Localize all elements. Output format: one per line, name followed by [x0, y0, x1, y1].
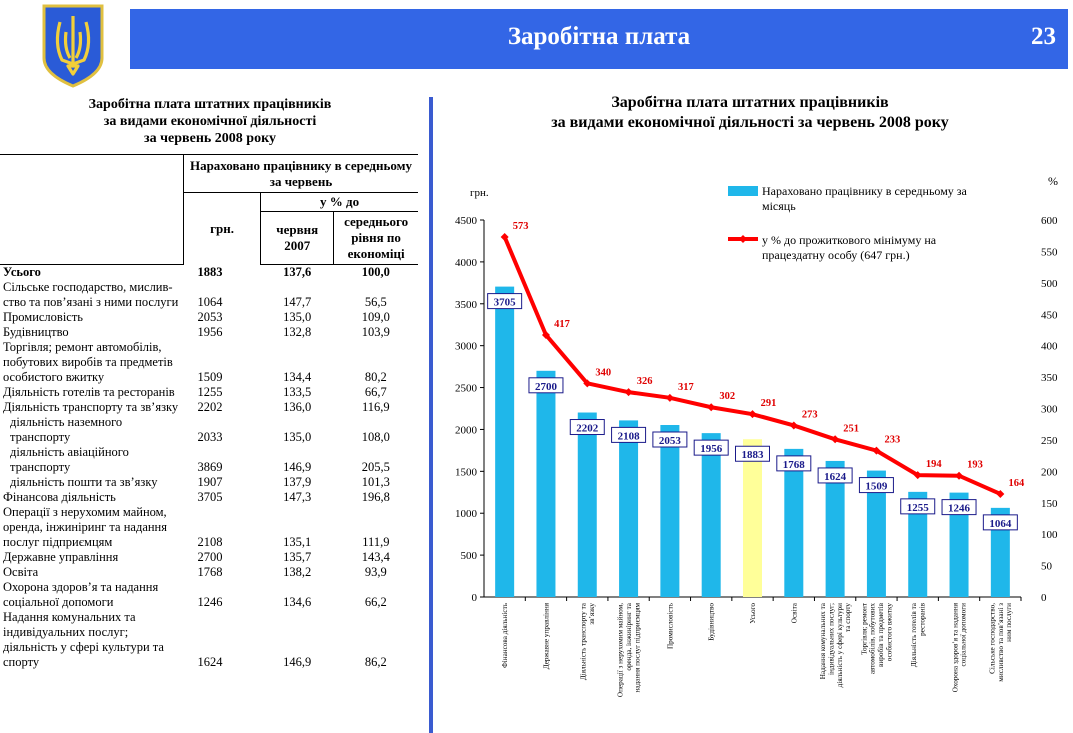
row-uah: 1064	[197, 295, 223, 309]
row-avg: 66,7	[364, 385, 387, 399]
row-avg: 109,0	[361, 310, 390, 324]
row-uah: 3705	[197, 490, 223, 504]
row-label: Охорона здоров’я та надання соціальної допомоги	[3, 580, 159, 609]
row-uah: 2202	[197, 400, 223, 414]
bar-value-label: 1768	[782, 458, 805, 471]
y2-tick-label: 400	[1041, 340, 1058, 353]
x-category-label: Освіта	[790, 603, 799, 624]
row-label: Усього	[3, 265, 41, 279]
y2-tick-label: 250	[1041, 434, 1058, 447]
chart-title-line: за видами економічної діяльності за червень 2008 року	[551, 114, 949, 131]
y-tick-label: 2000	[455, 424, 477, 437]
y-tick-label: 2500	[455, 382, 477, 395]
percent-marker	[625, 388, 633, 396]
row-label: Діяльність готелів та ресторанів	[3, 385, 175, 399]
row-avg: 86,2	[364, 655, 387, 669]
row-june: 132,8	[283, 325, 312, 339]
header-june: червня 2007	[261, 212, 334, 265]
bar	[495, 287, 514, 597]
row-june: 135,7	[283, 550, 312, 564]
row-june: 134,4	[283, 370, 312, 384]
y2-tick-label: 100	[1041, 529, 1058, 542]
row-avg: 116,9	[362, 400, 390, 414]
bar-value-label: 2108	[617, 430, 640, 443]
legend-line-label: у % до прожиткового мінімуму на працездатну особу (647 грн.)	[762, 233, 937, 262]
table-row	[0, 550, 418, 565]
row-avg: 56,5	[364, 295, 387, 309]
y2-tick-label: 500	[1041, 277, 1058, 290]
row-label: Операції з нерухомим майном, оренда, інжиніринг та надання послуг підприємцям	[3, 505, 167, 549]
y-tick-label: 4000	[455, 256, 477, 269]
legend-line-marker	[739, 235, 747, 243]
chart-title	[470, 93, 1030, 133]
y-tick-label: 3000	[455, 340, 477, 353]
row-june: 134,6	[283, 595, 312, 609]
table-row	[0, 475, 418, 490]
row-uah: 1768	[197, 565, 223, 579]
x-category-label: Діяльність готелів таресторанів	[910, 603, 927, 668]
bar	[536, 371, 555, 597]
percent-marker	[666, 394, 674, 402]
table-row	[0, 580, 418, 610]
y2-tick-label: 50	[1041, 560, 1052, 573]
row-avg: 80,2	[364, 370, 387, 384]
percent-value-label: 194	[925, 459, 942, 471]
row-avg: 66,2	[364, 595, 387, 609]
percent-value-label: 291	[760, 398, 777, 410]
row-uah: 1255	[197, 385, 223, 399]
x-category-label: Операції з нерухомим майном,оренда, інжиніринг танадання послуг підприємцям	[616, 603, 642, 698]
x-category-label: Фінансова діяльність	[501, 603, 510, 668]
bar-value-label: 1246	[948, 502, 971, 515]
header-uah: грн.	[183, 193, 260, 265]
table-row	[0, 610, 418, 670]
row-uah: 1907	[197, 475, 223, 489]
percent-value-label: 417	[554, 318, 570, 330]
y2-tick-label: 550	[1041, 246, 1058, 259]
row-avg: 100,0	[361, 265, 390, 279]
y2-axis-unit: %	[1048, 174, 1058, 188]
row-avg: 101,3	[361, 475, 390, 489]
y2-tick-label: 200	[1041, 466, 1058, 479]
header-group: Нараховано працівнику в середньому за червень	[183, 155, 418, 193]
bar-value-label: 1883	[741, 449, 764, 462]
bar	[619, 420, 638, 597]
x-category-label: Промисловість	[666, 603, 675, 650]
row-label: Освіта	[3, 565, 39, 579]
row-uah: 1624	[197, 655, 223, 669]
page-number: 23	[1031, 23, 1056, 50]
row-label: Сільське господарство, мислив-ство та пов’язані з ними послуги	[3, 280, 179, 309]
row-label: Надання комунальних та індивідуальних послуг; діяльність у сфері культури та спорту	[3, 610, 164, 669]
percent-value-label: 340	[595, 367, 612, 379]
row-uah: 1246	[197, 595, 223, 609]
bar	[702, 433, 721, 597]
row-june: 136,0	[283, 400, 312, 414]
row-avg: 103,9	[361, 325, 390, 339]
y-tick-label: 0	[471, 592, 477, 604]
y-tick-label: 1000	[455, 508, 477, 521]
bar-value-label: 1064	[989, 517, 1012, 530]
row-label: діяльність авіаційного транспорту	[10, 445, 129, 474]
row-uah: 2033	[197, 430, 223, 444]
x-category-label: Діяльність транспорту тазв’язку	[579, 603, 596, 681]
row-june: 146,9	[283, 460, 312, 474]
table-row	[0, 310, 418, 325]
row-uah: 2053	[197, 310, 223, 324]
row-label: Будівництво	[3, 325, 69, 339]
percent-value-label: 317	[678, 381, 694, 393]
percent-value-label: 273	[801, 409, 818, 421]
wage-table	[0, 154, 418, 670]
x-category-label: Надання комунальних таіндивідуальних послуг;діяльність у сфері культурита спорту	[819, 603, 853, 688]
bar	[660, 425, 679, 597]
bar-value-label: 1255	[906, 501, 929, 514]
percent-value-label: 164	[1008, 477, 1025, 489]
row-label: Торгівля; ремонт автомобілів, побутових виробів та предметів особистого вжитку	[3, 340, 173, 384]
row-uah: 2108	[197, 535, 223, 549]
row-uah: 1509	[197, 370, 223, 384]
row-label: діяльність пошти та зв’язку	[10, 475, 158, 489]
percent-marker	[707, 403, 715, 411]
row-june: 137,6	[283, 265, 312, 279]
row-june: 138,2	[283, 565, 312, 579]
row-june: 135,0	[283, 310, 312, 324]
x-category-label: Державне управління	[542, 603, 551, 670]
column-divider	[429, 97, 433, 733]
percent-value-label: 193	[967, 459, 983, 471]
legend-bar-swatch	[728, 186, 758, 196]
bar-value-label: 2202	[576, 422, 599, 435]
row-uah: 3869	[197, 460, 223, 474]
bar-value-label: 2053	[658, 435, 681, 448]
row-avg: 143,4	[361, 550, 390, 564]
percent-value-label: 302	[719, 391, 736, 403]
header-banner	[130, 9, 1068, 69]
y2-tick-label: 600	[1041, 215, 1058, 227]
table-title-line: за червень 2008 року	[144, 131, 276, 146]
table-row	[0, 565, 418, 580]
y-axis-unit: грн.	[470, 187, 489, 199]
row-label: Діяльність транспорту та зв’язку	[3, 400, 179, 414]
table-title-line: Заробітна плата штатних працівників	[88, 97, 332, 112]
legend-bar-label: Нараховано працівнику в середньому за місяць	[762, 184, 967, 213]
table-body	[0, 265, 418, 671]
row-uah: 2700	[197, 550, 223, 564]
x-category-label: Усього	[749, 603, 757, 624]
bar-value-label: 3705	[493, 296, 516, 309]
chart-title-line: Заробітна плата штатних працівників	[611, 94, 889, 111]
x-category-label: Охорона здоров’я та наданнясоціальної допомоги	[951, 603, 968, 693]
y-tick-label: 500	[460, 550, 477, 563]
bar-value-label: 1956	[700, 443, 723, 456]
page-title: Заробітна плата	[507, 23, 691, 50]
y-tick-label: 1500	[455, 466, 477, 479]
percent-value-label: 233	[884, 434, 901, 446]
y2-tick-label: 150	[1041, 497, 1058, 510]
header-subgroup: у % до	[261, 193, 418, 212]
table-row	[0, 280, 418, 310]
table-row	[0, 340, 418, 385]
table-row	[0, 505, 418, 550]
table-row	[0, 445, 418, 475]
bar-value-label: 1624	[824, 470, 847, 483]
coat-of-arms-icon	[40, 2, 106, 88]
y2-tick-label: 350	[1041, 372, 1058, 385]
row-label: Фінансова діяльність	[3, 490, 116, 504]
row-june: 147,7	[283, 295, 312, 309]
table-title-line: за видами економічної діяльності	[103, 114, 317, 129]
row-avg: 111,9	[362, 535, 390, 549]
y2-tick-label: 300	[1041, 403, 1058, 416]
row-uah: 1956	[197, 325, 223, 339]
percent-value-label: 251	[843, 423, 859, 435]
table-row	[0, 415, 418, 445]
table-row	[0, 265, 418, 281]
row-june: 146,9	[283, 655, 312, 669]
row-label: Державне управління	[3, 550, 119, 564]
bar	[578, 413, 597, 597]
x-category-label: Торгівля; ремонтавтомобілів, побутовихвиробів та предметівособистого вжитку	[860, 603, 894, 675]
row-avg: 205,5	[361, 460, 390, 474]
row-june: 133,5	[283, 385, 312, 399]
x-category-label: Сільське господарство,мисливство та пов’язані зним послуги	[988, 603, 1014, 682]
y2-tick-label: 0	[1041, 592, 1047, 604]
table-row	[0, 490, 418, 505]
row-avg: 108,0	[361, 430, 390, 444]
bar	[743, 439, 762, 597]
y2-tick-label: 450	[1041, 309, 1058, 322]
row-avg: 93,9	[364, 565, 387, 579]
table-row	[0, 325, 418, 340]
x-category-label: Будівництво	[707, 603, 716, 641]
table-title	[30, 96, 390, 147]
table-row	[0, 385, 418, 400]
y-tick-label: 3500	[455, 298, 477, 311]
y-tick-label: 4500	[455, 215, 477, 227]
row-june: 137,9	[283, 475, 312, 489]
percent-value-label: 573	[512, 220, 529, 232]
row-june: 147,3	[283, 490, 312, 504]
percent-value-label: 326	[636, 376, 653, 388]
row-avg: 196,8	[361, 490, 390, 504]
bar-value-label: 1509	[865, 480, 888, 493]
row-uah: 1883	[197, 265, 223, 279]
bar-value-label: 2700	[534, 380, 557, 393]
header-avg: середнього рівня по економіці	[334, 212, 418, 265]
row-label: діяльність наземного транспорту	[10, 415, 123, 444]
row-june: 135,1	[283, 535, 312, 549]
row-june: 135,0	[283, 430, 312, 444]
row-label: Промисловість	[3, 310, 84, 324]
table-row	[0, 400, 418, 415]
wage-chart	[436, 170, 1066, 730]
